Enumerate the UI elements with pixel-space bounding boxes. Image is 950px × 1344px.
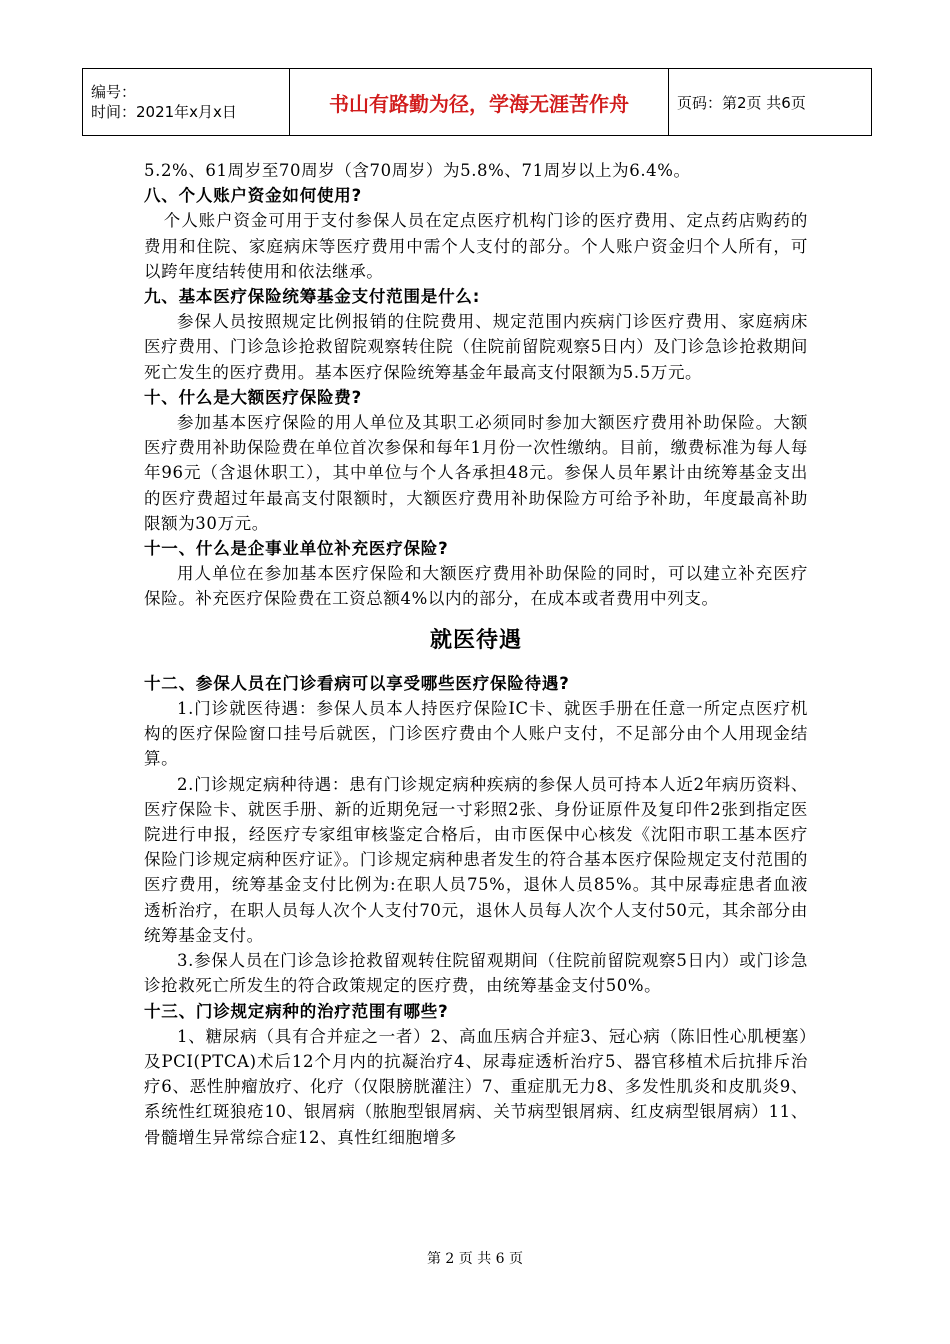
paragraph-continuation: 5.2%、61周岁至70周岁（含70周岁）为5.8%、71周岁以上为6.4%。 bbox=[144, 161, 691, 180]
document-number-label: 编号： bbox=[91, 83, 137, 101]
question-heading-8: 八、个人账户资金如何使用? bbox=[144, 186, 362, 206]
section-title: 就医待遇 bbox=[429, 627, 522, 653]
document-body bbox=[144, 158, 808, 1150]
answer-paragraph-11: 用人单位在参加基本医疗保险和大额医疗费用补助保险的同时，可以建立补充医疗保险。补充医疗保险费在工资总额4%以内的部分，在成本或者费用中列支。 bbox=[144, 564, 808, 609]
question-heading-10: 十、什么是大额医疗保险费? bbox=[144, 387, 362, 407]
question-heading-12: 十二、参保人员在门诊看病可以享受哪些医疗保险待遇? bbox=[144, 673, 570, 693]
answer-paragraph-10: 参加基本医疗保险的用人单位及其职工必须同时参加大额医疗费用补助保险。大额医疗费用补助保险费在单位首次参保和每年1月份一次性缴纳。目前，缴费标准为每人每年96元（含退休职工），其中单位与个人各承担48元。参保人员年累计由统筹基金支出的医疗费超过年最高支付限额时，大额医疗费用补助保险方可给予补助，年度最高补助限额为30万元。 bbox=[144, 413, 808, 533]
page-footer: 第 2 页 共 6 页 bbox=[426, 1251, 524, 1267]
header-page-label: 页码：第2页 共6页 bbox=[669, 69, 872, 136]
answer-paragraph-12-1: 1.门诊就医待遇：参保人员本人持医疗保险IC卡、就医手册在任意一所定点医疗机构的医疗保险窗口挂号后就医，门诊医疗费由个人账户支付，不足部分由个人用现金结算。 bbox=[144, 699, 808, 769]
answer-paragraph-9: 参保人员按照规定比例报销的住院费用、规定范围内疾病门诊医疗费用、家庭病床医疗费用、门诊急诊抢救留院观察转住院（住院前留院观察5日内）及门诊急诊抢救期间死亡发生的医疗费用。基本医疗保险统筹基金年最高支付限额为5.5万元。 bbox=[144, 312, 808, 382]
question-heading-13: 十三、门诊规定病种的治疗范围有哪些? bbox=[144, 1001, 449, 1021]
answer-paragraph-12-3: 3.参保人员在门诊急诊抢救留观转住院留观期间（住院前留院观察5日内）或门诊急诊抢救死亡所发生的符合政策规定的医疗费，由统筹基金支付50%。 bbox=[144, 951, 808, 996]
document-time-label: 时间：2021年x月x日 bbox=[91, 103, 237, 121]
header-motto: 书山有路勤为径，学海无涯苦作舟 bbox=[290, 69, 669, 136]
answer-paragraph-8: 个人账户资金可用于支付参保人员在定点医疗机构门诊的医疗费用、定点药店购药的费用和住院、家庭病床等医疗费用中需个人支付的部分。个人账户资金归个人所有，可以跨年度结转使用和依法继承。 bbox=[144, 211, 808, 281]
answer-paragraph-13: 1、糖尿病（具有合并症之一者）2、高血压病合并症3、冠心病（陈旧性心肌梗塞）及PCI(PTCA)术后12个月内的抗凝治疗4、尿毒症透析治疗5、器官移植术后抗排斥治疗6、恶性肿瘤放疗、化疗（仅限膀胱灌注）7、重症肌无力8、多发性肌炎和皮肌炎9、系统性红斑狼疮10、银屑病（脓胞型银屑病、关节病型银屑病、红皮病型银屑病）11、骨髓增生异常综合症12、真性红细胞增多 bbox=[144, 1026, 808, 1147]
header-info-cell bbox=[83, 69, 290, 136]
question-heading-9: 九、基本医疗保险统筹基金支付范围是什么: bbox=[144, 287, 481, 307]
question-heading-11: 十一、什么是企事业单位补充医疗保险? bbox=[144, 539, 449, 559]
header-table bbox=[82, 68, 872, 136]
answer-paragraph-12-2: 2.门诊规定病种待遇：患有门诊规定病种疾病的参保人员可持本人近2年病历资料、医疗保险卡、就医手册、新的近期免冠一寸彩照2张、身份证原件及复印件2张到指定医院进行申报，经医疗专家组审核鉴定合格后，由市医保中心核发《沈阳市职工基本医疗保险门诊规定病种医疗证》。门诊规定病种患者发生的符合基本医疗保险规定支付范围的医疗费用，统筹基金支付比例为:在职人员75%，退休人员85%。其中尿毒症患者血液透析治疗，在职人员每人次个人支付70元，退休人员每人次个人支付50元，其余部分由统筹基金支付。 bbox=[144, 774, 808, 945]
